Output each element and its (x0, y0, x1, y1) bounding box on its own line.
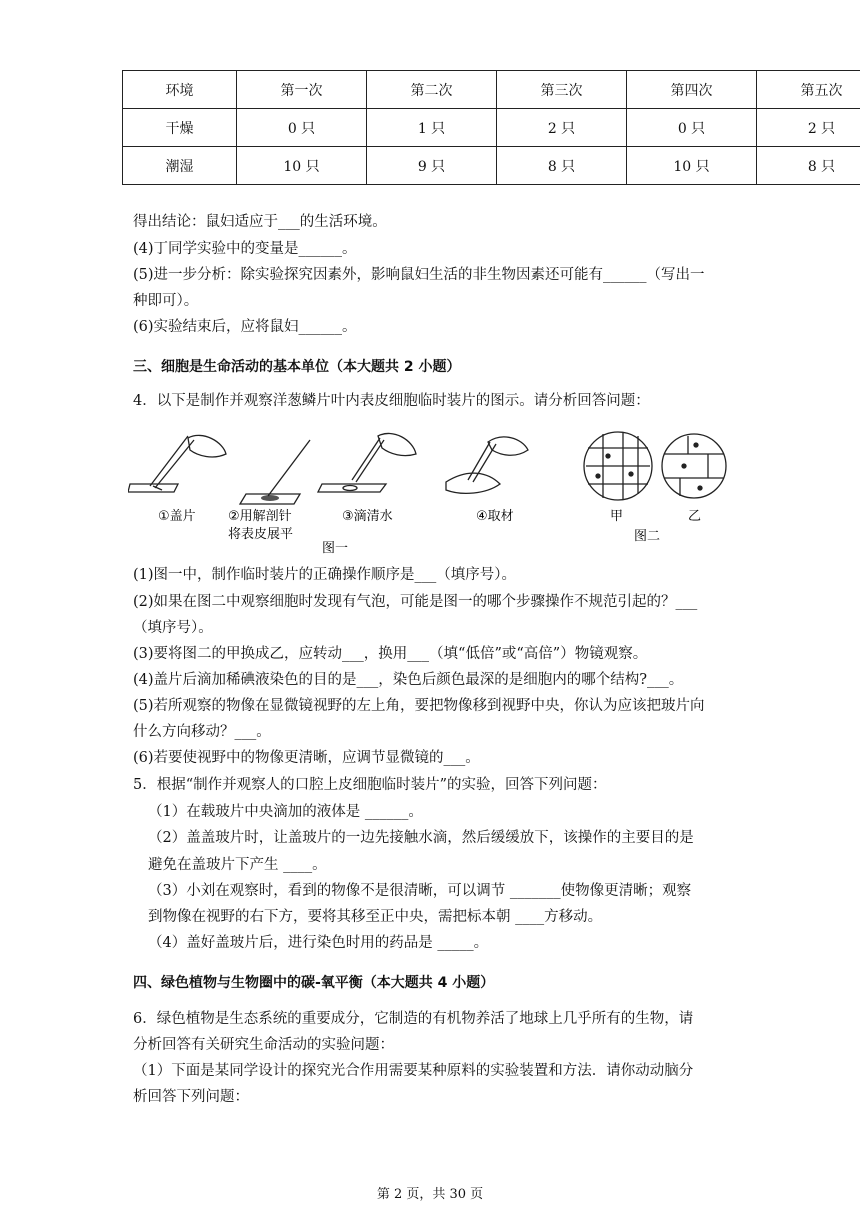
question-line: (1)图一中，制作临时装片的正确操作顺序是___（填序号）。 (133, 567, 517, 583)
table-header-row (123, 71, 860, 109)
question-line: (6)实验结束后，应将鼠妇______。 (133, 319, 357, 335)
figure-illustration (128, 428, 738, 556)
dropper-shape (352, 438, 380, 480)
question-line: 避免在盖玻片下产生 ____。 (148, 857, 327, 873)
question-line: （1）下面是某同学设计的探究光合作用需要某种原料的实验装置和方法．请你动动脑分 (133, 1063, 694, 1079)
question-line: 种即可）。 (133, 293, 199, 309)
table-cell: 8 只 (757, 147, 860, 185)
question-stem: 分析回答有关研究生命活动的实验问题： (133, 1037, 394, 1053)
figure-label: 乙 (688, 509, 702, 524)
table-row (123, 147, 860, 185)
table-header-cell: 环境 (123, 71, 237, 109)
table-header-cell: 第五次 (757, 71, 860, 109)
table-cell: 2 只 (497, 109, 627, 147)
page-footer: 第 2 页，共 30 页 (376, 1187, 484, 1202)
figure-label: 将表皮展平 (228, 527, 294, 542)
table-cell: 2 只 (757, 109, 860, 147)
question-stem: 5．根据“制作并观察人的口腔上皮细胞临时装片”的实验，回答下列问题： (133, 777, 607, 793)
figure-label: 甲 (610, 509, 624, 524)
woodlouse-data-table (122, 70, 860, 185)
figure-label: ③滴清水 (342, 509, 393, 524)
table-cell: 8 只 (497, 147, 627, 185)
tweezers-shape (150, 436, 188, 486)
figure-caption: 图二 (634, 529, 661, 544)
figure-label: ①盖片 (158, 509, 196, 524)
question-stem: 4．以下是制作并观察洋葱鳞片叶内表皮细胞临时装片的图示。请分析回答问题： (133, 393, 650, 409)
table-cell: 1 只 (367, 109, 497, 147)
table-header-cell: 第四次 (627, 71, 757, 109)
needle-shape (268, 440, 310, 496)
data-table-wrapper (122, 70, 860, 185)
conclusion-line: 得出结论：鼠妇适应于___的生活环境。 (133, 214, 387, 230)
question-line: (4)盖片后滴加稀碘液染色的目的是___，染色后颜色最深的是细胞内的哪个结构?___。 (133, 672, 684, 688)
question-line: (2)如果在图二中观察细胞时发现有气泡，可能是图一的哪个步骤操作不规范引起的？___ (133, 594, 698, 610)
question-line: （4）盖好盖玻片后，进行染色时用的药品是 _____。 (148, 935, 489, 951)
question-line: 什么方向移动？___。 (133, 724, 271, 740)
onion-scale-shape (446, 473, 500, 493)
figure-label: ④取材 (476, 509, 514, 524)
table-cell: 潮湿 (123, 147, 237, 185)
figure-caption: 图一 (322, 541, 349, 556)
question-line: （填序号）。 (133, 620, 213, 636)
table-cell: 10 只 (627, 147, 757, 185)
table-row (123, 109, 860, 147)
microscope-slide-figure (128, 428, 738, 556)
question-line: （2）盖盖玻片时，让盖玻片的一边先接触水滴，然后缓缓放下，该操作的主要目的是 (148, 830, 694, 846)
table-header-cell: 第三次 (497, 71, 627, 109)
table-cell: 9 只 (367, 147, 497, 185)
question-line: （1）在载玻片中央滴加的液体是 ______。 (148, 804, 423, 820)
hand-shape (188, 435, 226, 457)
question-line: (4)丁同学实验中的变量是______。 (133, 241, 357, 257)
tweezers-shape (468, 442, 490, 480)
question-line: (6)若要使视野中的物像更清晰，应调节显微镜的___。 (133, 750, 480, 766)
question-line: (3)要将图二的甲换成乙，应转动___，换用___（填“低倍”或“高倍”）物镜观察。 (133, 646, 648, 662)
question-stem: 6．绿色植物是生态系统的重要成分，它制造的有机物养活了地球上几乎所有的生物，请 (133, 1011, 694, 1027)
section-heading: 四、绿色植物与生物圈中的碳-氧平衡（本大题共 4 小题） (133, 975, 495, 991)
table-cell: 干燥 (123, 109, 237, 147)
table-cell: 0 只 (237, 109, 367, 147)
question-line: 析回答下列问题： (133, 1089, 249, 1105)
figure-label: ②用解剖针 (228, 509, 292, 524)
hand-shape (378, 433, 416, 455)
question-line: (5)若所观察的物像在显微镜视野的左上角，要把物像移到视野中央，你认为应该把玻片向 (133, 698, 705, 714)
question-line: (5)进一步分析：除实验探究因素外，影响鼠妇生活的非生物因素还可能有______（写出一 (133, 267, 705, 283)
section-heading: 三、细胞是生命活动的基本单位（本大题共 2 小题） (133, 359, 461, 375)
table-cell: 10 只 (237, 147, 367, 185)
table-header-cell: 第一次 (237, 71, 367, 109)
glass-slide-shape (128, 484, 178, 492)
table-cell: 0 只 (627, 109, 757, 147)
table-header-cell: 第二次 (367, 71, 497, 109)
question-line: 到物像在视野的右下方，要将其移至正中央，需把标本朝 ____方移动。 (148, 909, 603, 925)
question-line: （3）小刘在观察时，看到的物像不是很清晰，可以调节 _______使物像更清晰；观察 (148, 883, 692, 899)
